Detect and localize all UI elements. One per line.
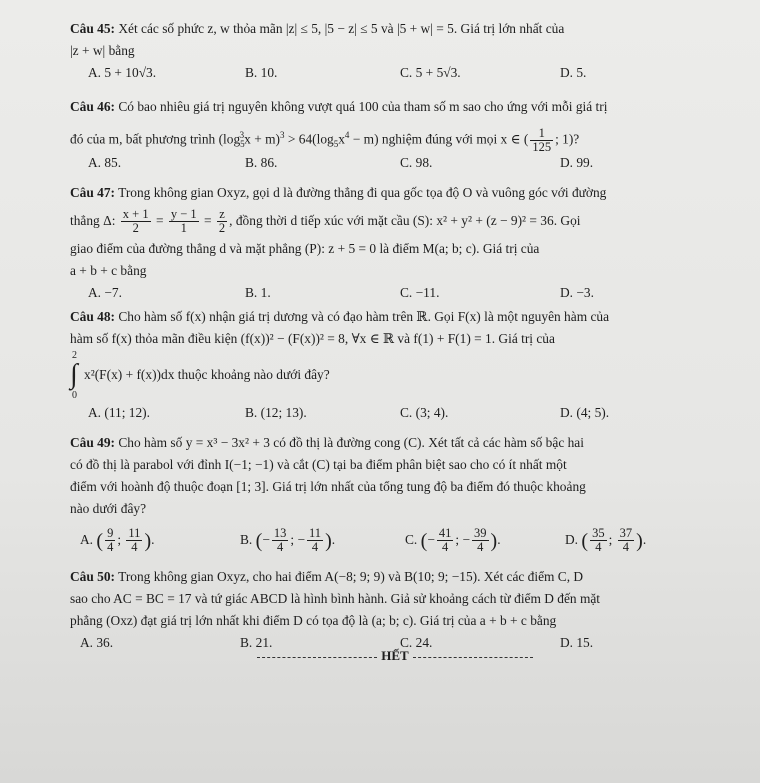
q49-option-c: C. (− $\frac{41}{4}$ ; − $\frac{39}{4}$ ). — [405, 526, 501, 555]
q50-option-b: B. 21. — [240, 635, 273, 650]
q48-integral-upper: 2 — [72, 350, 77, 361]
q47-option-c: C. −11. — [400, 285, 440, 300]
q47-frac-3: $\frac{z}{2}$ — [218, 207, 226, 236]
q47-option-d: D. −3. — [560, 285, 594, 300]
q45-options — [70, 62, 720, 84]
q47-frac-1: $\frac{x + 1}{2}$ — [122, 207, 149, 236]
q49-option-d: D. ( $\frac{35}{4}$ ; $\frac{37}{4}$ ). — [565, 526, 647, 555]
q45-text-1: Xét các số phức z, w thỏa mãn |z| ≤ 5, |5 − z| ≤ 5 và |5 + w| = 5. Giá trị lớn nhất của — [115, 21, 565, 36]
q50-text-2: sao cho AC = BC = 17 và tứ giác ABCD là hình bình hành. Giả sử khoảng cách từ điểm D đến mặt — [70, 591, 601, 606]
q48-text-2: hàm số f(x) thỏa mãn điều kiện (f(x))² − (F(x))² = 8, ∀x ∈ ℝ và f(1) + F(1) = 1. Giá trị của — [70, 331, 555, 346]
q46-option-b: B. 86. — [245, 155, 278, 170]
q47-frac-2: $\frac{y - 1}{1}$ — [170, 207, 197, 236]
q46-part-c: > 64(log — [284, 131, 334, 147]
q49-option-a: A. ( $\frac{9}{4}$ ; $\frac{11}{4}$ ). — [80, 526, 155, 555]
q45-option-a: A. 5 + 10√3. — [88, 65, 157, 80]
question-48 — [70, 306, 720, 424]
q47-label: Câu 47: — [70, 185, 116, 200]
q48-option-d: D. (4; 5). — [560, 405, 610, 420]
dashed-rule-right — [413, 657, 533, 658]
q48-integral-lower: 0 — [72, 390, 77, 401]
q50-label: Câu 50: — [70, 569, 116, 584]
question-46 — [70, 96, 720, 174]
q46-fraction: $\frac{1}{125}$ — [532, 125, 552, 154]
q45-option-d: D. 5. — [560, 65, 587, 80]
q47-option-b: B. 1. — [245, 285, 271, 300]
q49-option-b: B. (− $\frac{13}{4}$ ; − $\frac{11}{4}$ ). — [240, 526, 336, 555]
q48-text-1: Cho hàm số f(x) nhận giá trị dương và có đạo hàm trên ℝ. Gọi F(x) là một nguyên hàm của — [115, 309, 610, 324]
q46-option-d: D. 99. — [560, 155, 594, 170]
question-50 — [70, 566, 720, 654]
q47-part-a: thẳng Δ: — [70, 213, 119, 228]
q46-text-1: Có bao nhiêu giá trị nguyên không vượt quá 100 của tham số m sao cho ứng với mỗi giá trị — [115, 99, 608, 114]
q49-text-4: nào dưới đây? — [70, 501, 147, 516]
q49-text-3: điểm với hoành độ thuộc đoạn [1; 3]. Giá trị lớn nhất của tổng tung độ ba điểm đó thuộc khoảng — [70, 479, 586, 494]
q46-part-b: x + m) — [244, 131, 280, 147]
q49-text-1: Cho hàm số y = x³ − 3x² + 3 có đồ thị là đường cong (C). Xét tất cả các hàm số bậc hai — [115, 435, 584, 450]
dashed-rule-left — [257, 657, 377, 658]
question-49 — [70, 432, 720, 560]
q48-label: Câu 48: — [70, 309, 116, 324]
q47-text-2: thẳng Δ: $\frac{x + 1}{2}$ = $\frac{y - 1}{1}$ = $\frac{z}{2}$ , đồng thời d tiếp xúc với mặt cầu (S): x² + y² + (z − 9)² = 36. Gọi — [70, 207, 581, 236]
question-45 — [70, 18, 720, 84]
q50-option-d: D. 15. — [560, 635, 594, 650]
q50-option-a: A. 36. — [80, 635, 114, 650]
end-marker — [245, 648, 545, 664]
q49-text-2: có đồ thị là parabol với đỉnh I(−1; −1) và cắt (C) tại ba điểm phân biệt sao cho có ít nhất một — [70, 457, 567, 472]
q46-part-d: x — [338, 131, 345, 147]
integral-sign-icon: ∫ — [70, 359, 78, 390]
q46-part-e: − m) nghiệm đúng với mọi x ∈ ( — [349, 131, 529, 147]
q46-option-c: C. 98. — [400, 155, 433, 170]
q47-options — [70, 282, 720, 304]
q48-integral-line — [70, 350, 720, 402]
q46-part-a: đó của m, bất phương trình (log — [70, 131, 241, 147]
q46-text-2: đó của m, bất phương trình $(\log_5^3x + m)^3 > 64(\log_5x^4 - m)$ nghiệm đúng với mọi x ∈ ( $\frac{1}{125}$ ; 1)? — [70, 125, 580, 154]
q46-label: Câu 46: — [70, 99, 116, 114]
q48-option-b: B. (12; 13). — [245, 405, 307, 420]
q49-label: Câu 49: — [70, 435, 116, 450]
q48-text-3: x²(F(x) + f(x))dx thuộc khoảng nào dưới đây? — [84, 367, 330, 382]
q48-options — [70, 402, 720, 424]
q48-option-a: A. (11; 12). — [88, 405, 150, 420]
q46-options — [70, 152, 720, 174]
q49-options — [70, 520, 720, 560]
q50-text-3: phẳng (Oxz) đạt giá trị lớn nhất khi điểm D có tọa độ là (a; b; c). Giá trị của a + b + c bằng — [70, 613, 557, 628]
q46-option-a: A. 85. — [88, 155, 122, 170]
q47-text-4: a + b + c bằng — [70, 263, 147, 278]
question-47 — [70, 182, 720, 304]
q47-part-b: , đồng thời d tiếp xúc với mặt cầu (S): x² + y² + (z − 9)² = 36. Gọi — [229, 213, 581, 228]
end-text: HẾT — [381, 648, 409, 663]
q50-text-1: Trong không gian Oxyz, cho hai điểm A(−8; 9; 9) và B(10; 9; −15). Xét các điểm C, D — [115, 569, 584, 584]
q47-text-3: giao điểm của đường thẳng d và mặt phẳng (P): z + 5 = 0 là điểm M(a; b; c). Giá trị của — [70, 241, 540, 256]
q45-text-2: |z + w| bằng — [70, 43, 135, 58]
q45-option-b: B. 10. — [245, 65, 278, 80]
q48-option-c: C. (3; 4). — [400, 405, 449, 420]
q50-option-c: C. 24. — [400, 635, 433, 650]
q45-option-c: C. 5 + 5√3. — [400, 65, 461, 80]
q47-text-1: Trong không gian Oxyz, gọi d là đường thẳng đi qua gốc tọa độ O và vuông góc với đường — [115, 185, 607, 200]
q47-option-a: A. −7. — [88, 285, 122, 300]
q45-label: Câu 45: — [70, 21, 116, 36]
q46-part-f: ; 1)? — [555, 131, 580, 147]
